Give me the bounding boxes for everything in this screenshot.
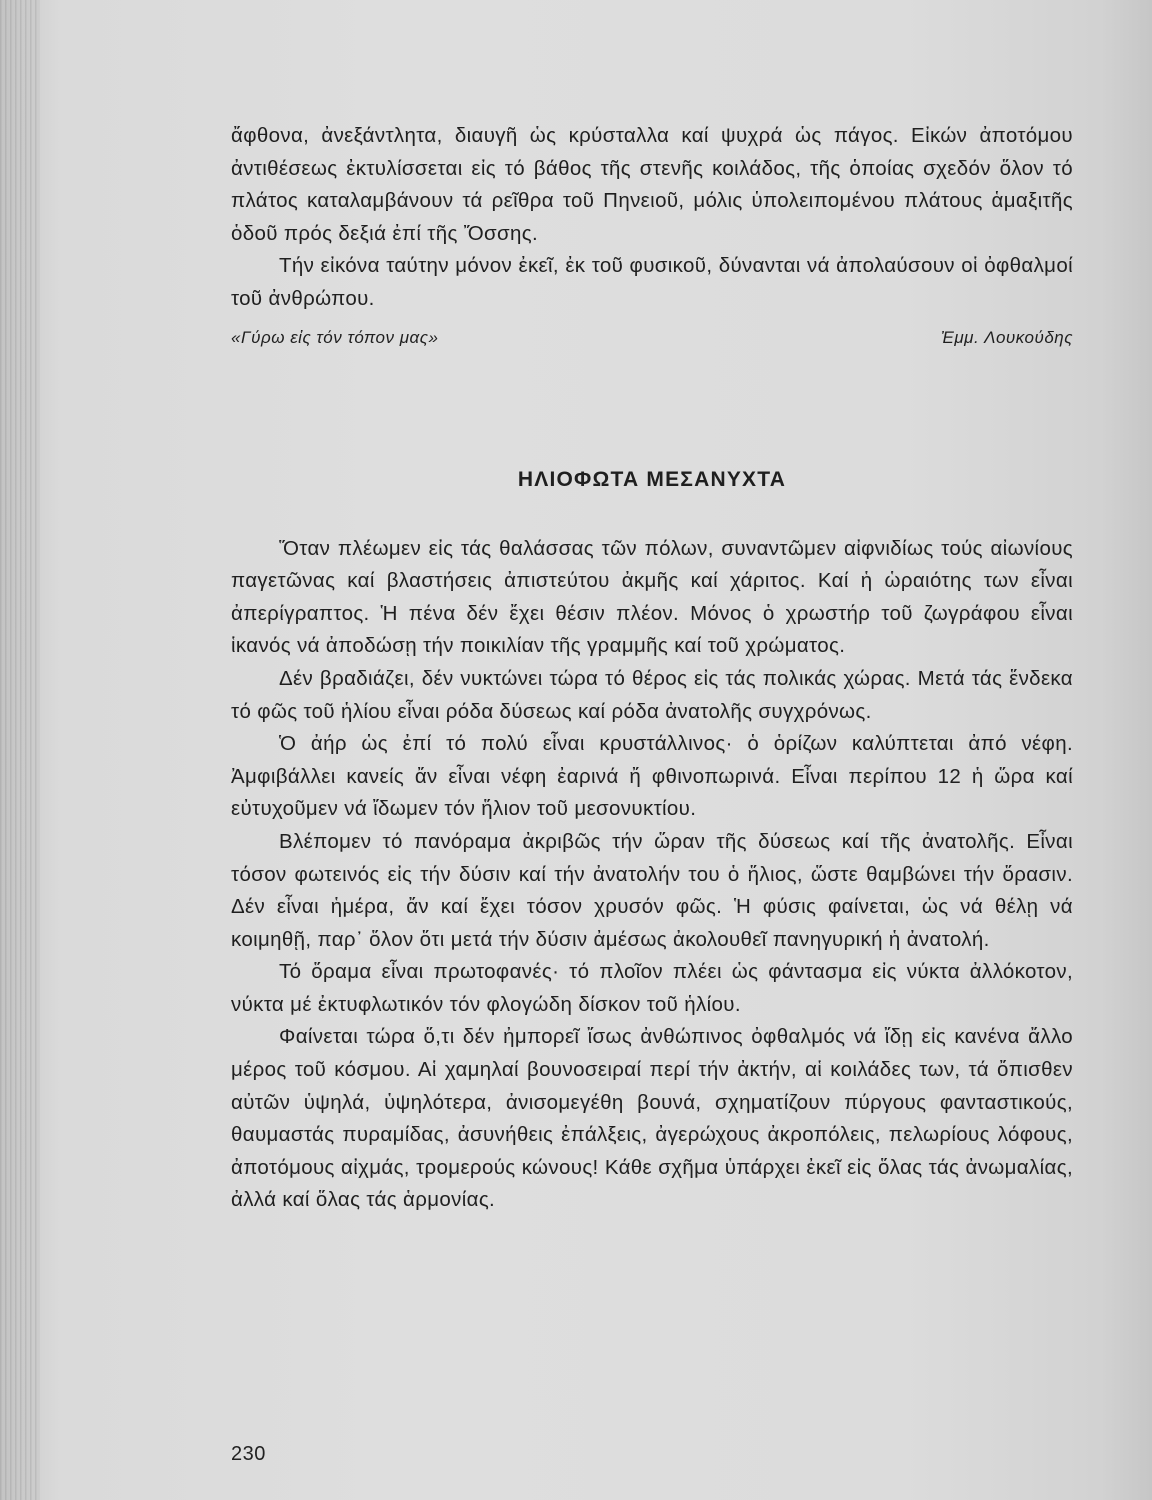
body-paragraph-6: Φαίνεται τώρα ὅ,τι δέν ἠμπορεῖ ἴσως ἀνθώπινος ὀφθαλμός νά ἴδῃ εἰς κανένα ἄλλο μέρος τοῦ κόσμου. Αἱ χαμηλαί βουνοσειραί περί τήν ἀκτήν, αἱ κοιλάδες των, τά ὄπισθεν αὐτῶν ὑψηλά, ὑψηλότερα, ἀνισομεγέθη βουνά, σχηματίζουν πύργους φανταστικούς, θαυμαστάς πυραμίδας, ἀσυνήθεις ἐπάλξεις, ἀγερώχους ἀκροπόλεις, πελωρίους λόφους, ἀποτόμους αἰχμάς, τρομερούς κώνους! Κάθε σχῆμα ὑπάρχει ἐκεῖ εἰς ὅλας τάς ἀνωμαλίας, ἀλλά καί ὅλας τάς ἁρμονίας. (231, 1025, 1073, 1212)
source-title: «Γύρω εἰς τόν τόπον μας» (231, 327, 439, 347)
section-title: ΗΛΙΟΦΩΤΑ ΜΕΣΑΝΥΧΤΑ (517, 467, 787, 491)
text-column (231, 120, 1073, 1217)
body-paragraph-5: Τό ὅραμα εἶναι πρωτοφανές· τό πλοῖον πλέει ὡς φάντασμα εἰς νύκτα ἀλλόκοτον, νύκτα μέ ἐκτυφλωτικόν τόν φλογώδη δίσκον τοῦ ἡλίου. (231, 960, 1073, 1016)
body-paragraph-1: Ὅταν πλέωμεν εἰς τάς θαλάσσας τῶν πόλων, συναντῶμεν αἰφνιδίως τούς αἰωνίους παγετῶνας καί βλαστήσεις ἀπιστεύτου ἀκμῆς καί χάριτος. Καί ἡ ὡραιότης των εἶναι ἀπερίγραπτος. Ἡ πένα δέν ἔχει θέσιν πλέον. Μόνος ὁ χρωστήρ τοῦ ζωγράφου εἶναι ἱκανός νά ἀποδώσῃ τήν ποικιλίαν τῆς γραμμῆς καί τοῦ χρώματος. (231, 536, 1073, 658)
body-paragraph-4: Βλέπομεν τό πανόραμα ἀκριβῶς τήν ὥραν τῆς δύσεως καί τῆς ἀνατολῆς. Εἶναι τόσον φωτεινός εἰς τήν δύσιν καί τήν ἀνατολήν του ὁ ἥλιος, ὥστε θαμβώνει τήν ὅρασιν. Δέν εἶναι ἡμέρα, ἄν καί ἔχει τόσον χρυσόν φῶς. Ἡ φύσις φαίνεται, ὡς νά θέλῃ νά κοιμηθῇ, παρ᾽ ὅλον ὅτι μετά τήν δύσιν ἀμέσως ἀκολουθεῖ πανηγυρική ἡ ἀνατολή. (231, 829, 1073, 951)
page-number: 230 (231, 1443, 266, 1465)
source-author: Ἐμμ. Λουκούδης (940, 327, 1073, 347)
intro-paragraph-1: ἄφθονα, ἀνεξάντλητα, διαυγῆ ὡς κρύσταλλα καί ψυχρά ὡς πάγος. Εἰκών ἀποτόμου ἀντιθέσεως ἐκτυλίσσεται εἰς τό βάθος τῆς στενῆς κοιλάδος, τῆς ὁποίας σχεδόν ὅλον τό πλάτος καταλαμβάνουν τά ρεῖθρα τοῦ Πηνειοῦ, μόλις ὑπολειπομένου πλάτους ἁμαξιτῆς ὁδοῦ πρός δεξιά ἐπί τῆς Ὄσσης. (231, 124, 1073, 245)
page-edge-stack (0, 0, 40, 1500)
body-paragraph-2: Δέν βραδιάζει, δέν νυκτώνει τώρα τό θέρος εἰς τάς πολικάς χώρας. Μετά τάς ἕνδεκα τό φῶς τοῦ ἡλίου εἶναι ρόδα δύσεως καί ρόδα ἀνατολῆς συγχρόνως. (231, 666, 1073, 723)
source-attribution (231, 322, 1073, 354)
body-paragraph-3: Ὁ ἀήρ ὡς ἐπί τό πολύ εἶναι κρυστάλλινος· ὁ ὁρίζων καλύπτεται ἀπό νέφη. Ἀμφιβάλλει κανείς ἄν εἶναι νέφη ἐαρινά ἤ φθινοπωρινά. Εἶναι περίπου 12 ἡ ὥρα καί εὐτυχοῦμεν νά ἴδωμεν τόν ἥλιον τοῦ μεσονυκτίου. (231, 732, 1073, 821)
intro-paragraph-2: Τήν εἰκόνα ταύτην μόνον ἐκεῖ, ἐκ τοῦ φυσικοῦ, δύνανται νά ἀπολαύσουν οἱ ὀφθαλμοί τοῦ ἀνθρώπου. (231, 254, 1073, 310)
